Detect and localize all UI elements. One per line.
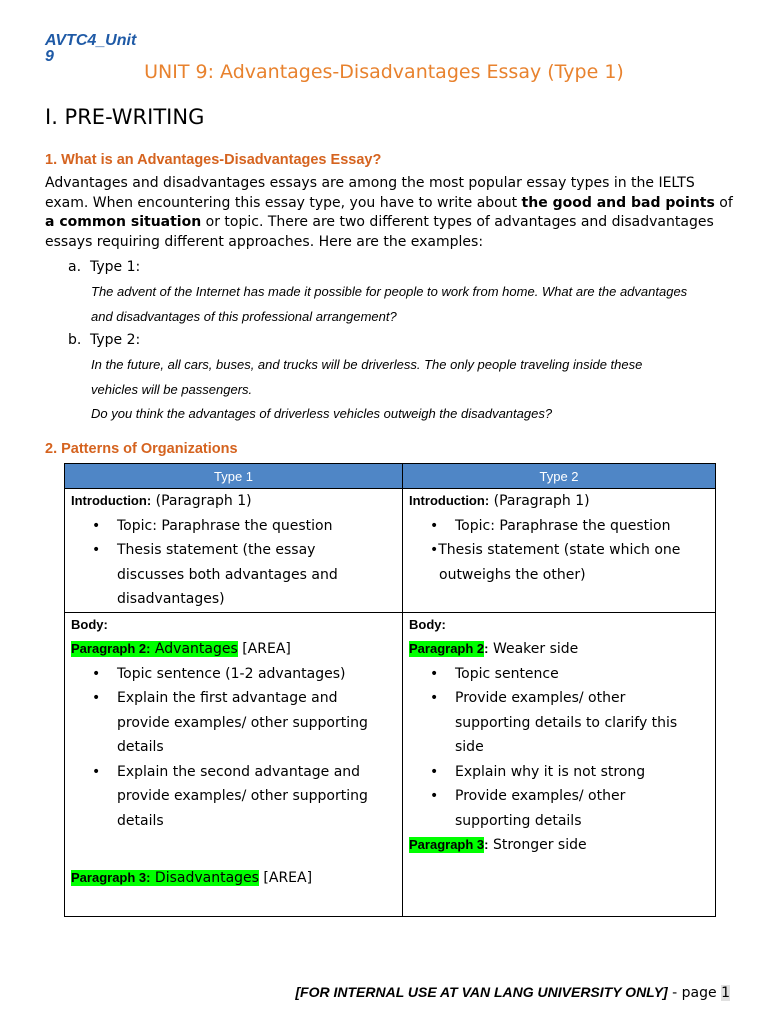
- type-1-body-cell: Body: Paragraph 2: Advantages [AREA] • Topic sentence (1-2 advantages) • Explain the first advantage and provide examples/ other supporting details • Explain the second advantage and provide examples/ other supporting details Paragraph 3: Disadvantages [AREA]: [65, 612, 403, 916]
- question-1-heading: 1. What is an Advantages-Disadvantages Essay?: [45, 152, 382, 168]
- page-footer: [FOR INTERNAL USE AT VAN LANG UNIVERSITY ONLY] - page 1: [295, 984, 730, 1001]
- type-2-introduction-cell: Introduction: (Paragraph 1) • Topic: Paraphrase the question •Thesis statement (state which one outweighs the other): [403, 489, 716, 613]
- intro-paragraph: Advantages and disadvantages essays are among the most popular essay types in the IELTS exam. When encountering this essay type, you have to write about the good and bad points of a common situation or topic. There are two different types of advantages and disadvantages essays requiring different approaches. Here are the examples:: [45, 175, 733, 250]
- list-item: • Topic: Paraphrase the question: [409, 514, 709, 539]
- bold-phrase: a common situation: [45, 214, 202, 230]
- list-item: • Explain why it is not strong: [409, 760, 709, 785]
- page-title: UNIT 9: Advantages-Disadvantages Essay (Type 1): [144, 61, 624, 83]
- list-item: • Topic: Paraphrase the question: [71, 514, 396, 539]
- list-item: • Explain the second advantage and provide examples/ other supporting details: [71, 760, 396, 834]
- document-code-cut: 9: [45, 48, 54, 65]
- organization-table: [64, 463, 716, 917]
- bold-phrase: the good and bad points: [521, 194, 715, 211]
- table-header-type-2: Type 2: [403, 464, 716, 489]
- list-item: • Explain the first advantage and provide examples/ other supporting details: [71, 686, 396, 760]
- document-code: AVTC4_Unit: [45, 32, 137, 49]
- list-item-type-1: a. Type 1:: [68, 259, 141, 275]
- list-item: outweighs the other): [439, 566, 586, 583]
- page-number: 1: [721, 985, 730, 1001]
- list-item: • Provide examples/ other supporting details to clarify this side: [409, 686, 709, 760]
- list-item: • Provide examples/ other supporting details: [409, 784, 709, 833]
- type-2-body-cell: Body: Paragraph 2: Weaker side • Topic sentence • Provide examples/ other supporting details to clarify this side • Explain why it is not strong • Provide examples/ other supporting details Paragraph 3: Stronger side: [403, 612, 716, 916]
- type-1-example: The advent of the Internet has made it possible for people to work from home. What are the advantages and disadvantages of this professional arrangement?: [91, 284, 688, 324]
- type-1-introduction-cell: Introduction: (Paragraph 1) • Topic: Paraphrase the question • Thesis statement (the essay discusses both advantages and disadvantages): [65, 489, 403, 613]
- list-item: •Thesis statement (state which one: [430, 542, 681, 558]
- question-2-heading: 2. Patterns of Organizations: [45, 441, 238, 457]
- type-2-example: In the future, all cars, buses, and trucks will be driverless. The only people traveling inside these vehicles will be passengers. Do you think the advantages of driverless vehicles outweigh the disadvantages?: [91, 357, 643, 421]
- section-heading: I. PRE-WRITING: [45, 105, 205, 129]
- list-item-type-2: b. Type 2:: [68, 332, 141, 348]
- list-item: • Topic sentence: [409, 662, 709, 687]
- table-header-type-1: Type 1: [65, 464, 403, 489]
- list-item: • Thesis statement (the essay discusses both advantages and disadvantages): [71, 538, 396, 612]
- list-item: • Topic sentence (1-2 advantages): [71, 662, 396, 687]
